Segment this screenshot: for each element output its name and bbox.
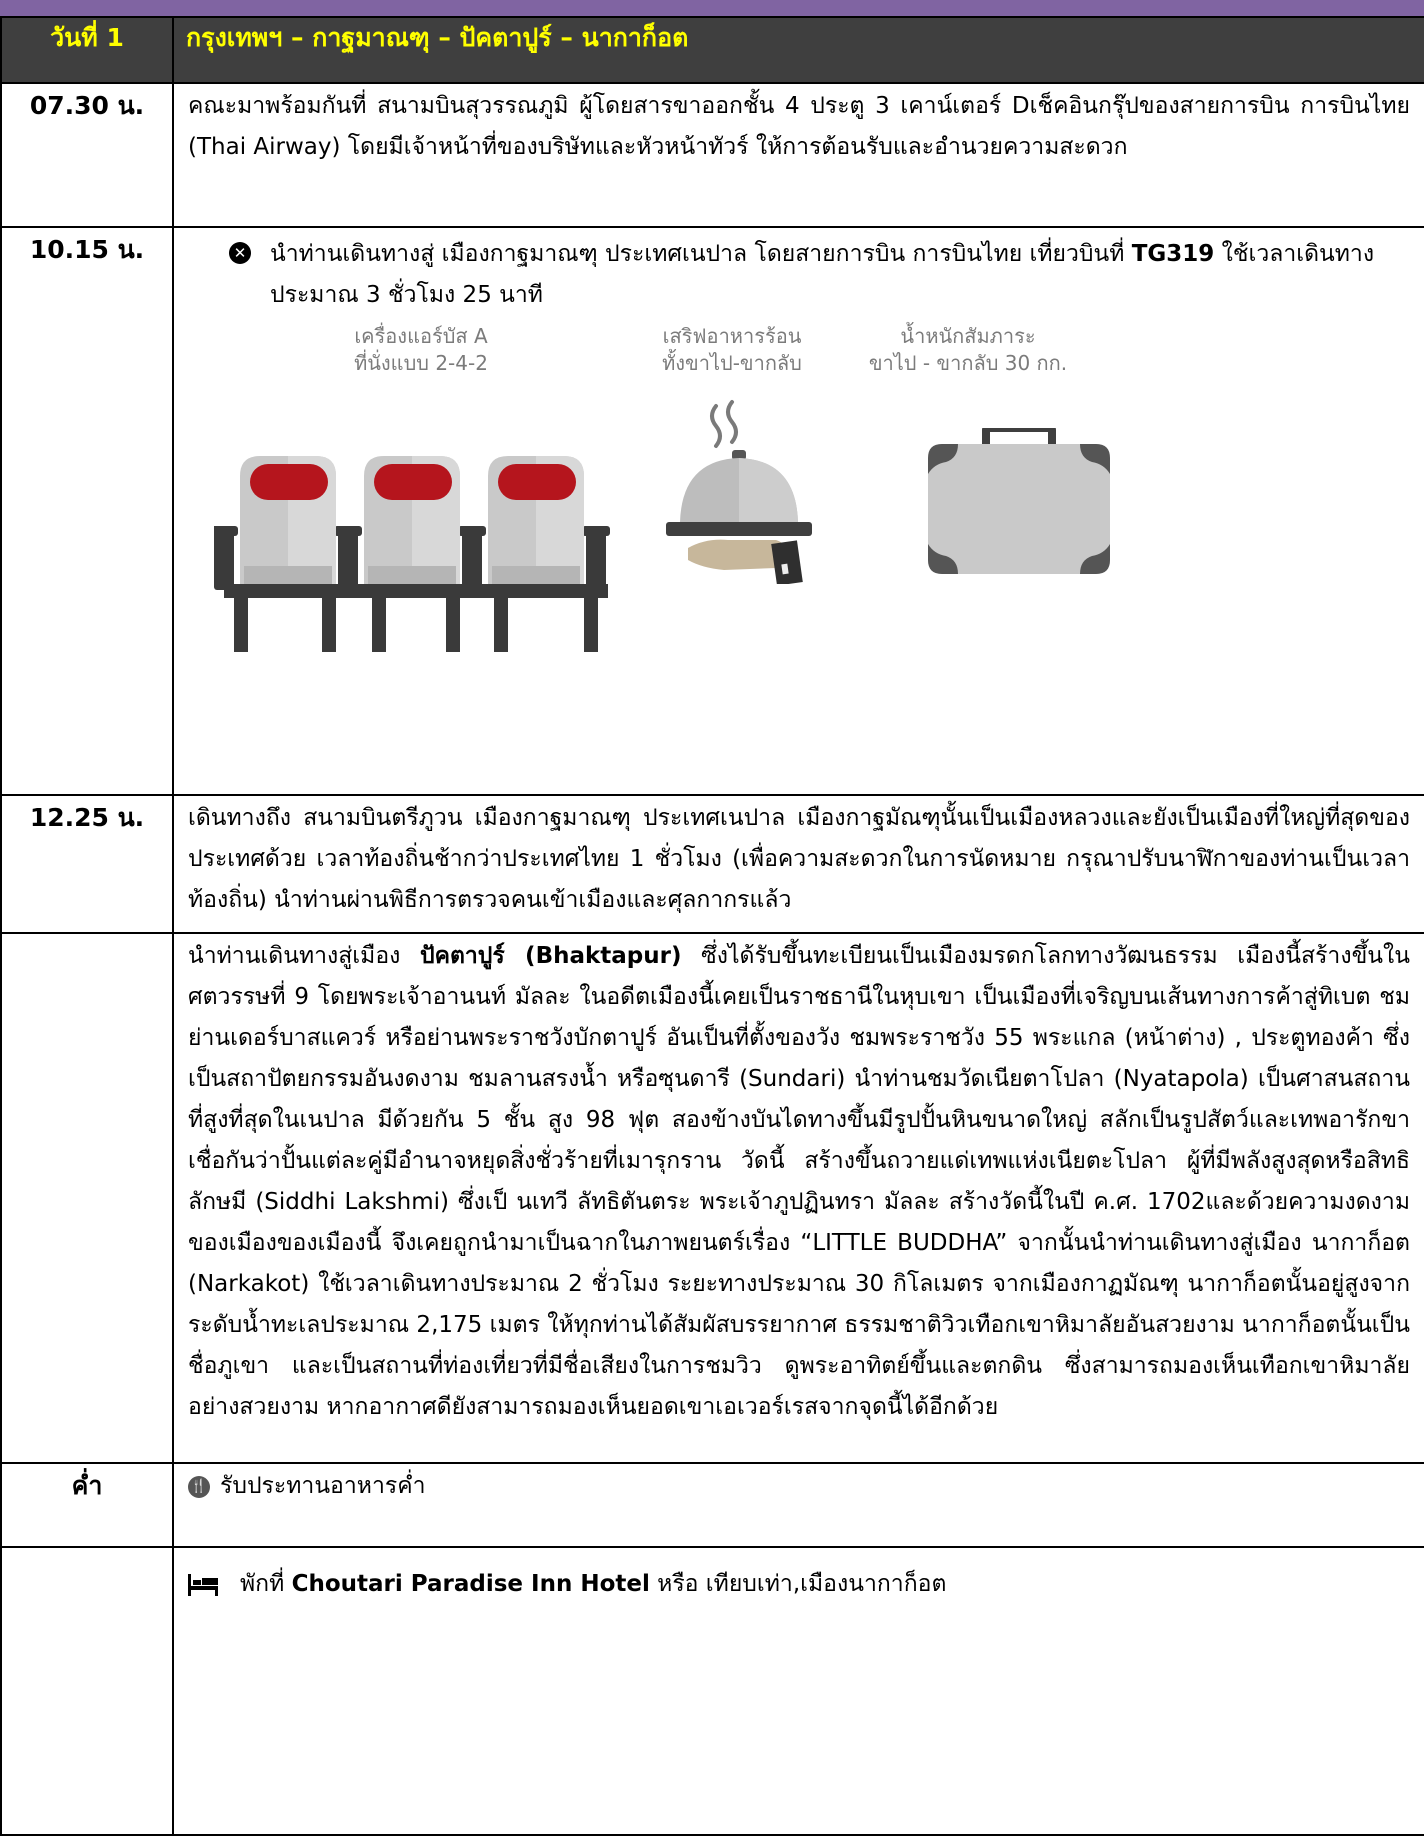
x-circle-bullet-icon: ✕ [229, 242, 251, 264]
itinerary-row-hotel [1, 1547, 1424, 1835]
description-cell: คณะมาพร้อมกันที่ สนามบินสุวรรณภูมิ ผู้โดยสารขาออกชั้น 4 ประตู 3 เคาน์เตอร์ Dเช็คอินกรุ๊ปของสายการบิน การบินไทย (Thai Airway) โดยมีเจ้าหน้าที่ของบริษัทและหัวหน้าทัวร์ ให้การต้อนรับและอำนวยความสะดวก [173, 83, 1424, 227]
desc-text-pre: นำท่านเดินทางสู่เมือง [188, 943, 420, 969]
hotel-name: Choutari Paradise Inn Hotel [291, 1571, 650, 1597]
description-cell [173, 933, 1424, 1463]
desc-text-post: ซึ่งได้รับขึ้นทะเบียนเป็นเมืองมรดกโลกทางวัฒนธรรม เมืองนี้สร้างขึ้นในศตวรรษที่ 9 โดยพระเจ้าอานนท์ มัลละ ในอดีตเมืองนี้เคยเป็นราชธานีในหุบเขา เป็นเมืองที่เจริญบนเส้นทางการค้าสู่ทิเบต ชมย่านเดอร์บาสแควร์ หรือย่านพระราชวังบักตาปูร์ อันเป็นที่ตั้งของวัง ชมพระราชวัง 55 พระแกล (หน้าต่าง) , ประตูทองค้า ซึ่งเป็นสถาปัตยกรรมอันงดงาม ชมลานสรงน้ำ หรือซุนดารี (Sundari) นำท่านชมวัดเนียตาโปลา (Nyatapola) เป็นศาสนสถานที่สูงที่สุดในเนปาล มีด้วยกัน 5 ชั้น สูง 98 ฟุต สองข้างบันไดทางขึ้นมีรูปปั้นหินขนาดใหญ่ สลักเป็นรูปสัตว์และเทพอารักขา เชื่อกันว่าปั้นแต่ละคู่มีอำนาจหยุดสิ่งชั่วร้ายที่เมารุกราน วัดนี้ สร้างขึ้นถวายแด่เทพแห่งเนียตะโปลา ผู้ที่มีพลังสูงสุดหรือสิทธิลักษมี (Siddhi Lakshmi) ซึ่งเป็ นเทวี ลัทธิตันตระ พระเจ้าภูปฏินทรา มัลละ สร้างวัดนี้ในปี ค.ศ. 1702และด้วยความงดงามของเมืองของเมืองนี้ จึงเคยถูกนำมาเป็นฉากในภาพยนตร์เรื่อง “LITTLE BUDDHA” จากนั้นนำท่านเดินทางสู่เมือง นากาก็อต (Narkakot) ใช้เวลาเดินทางประมาณ 2 ชั่วโมง ระยะทางประมาณ 30 กิโลเมตร จากเมืองกาฏมัณฑุ นากาก็อตนั้นอยู่สูงจากระดับน้ำทะเลประมาณ 2,175 เมตร ให้ทุกท่านได้สัมผัสบรรยากาศ ธรรมชาติวิวเทือกเขาหิมาลัยอันสวยงาม นากาก็อตนั้นเป็นชื่อภูเขา และเป็นสถานที่ท่องเที่ยวที่มีชื่อเสียงในการชมวิว ดูพระอาทิตย์ขึ้นและตกดิน ซึ่งสามารถมองเห็นเทือกเขาหิมาลัยอย่างสวยงาม หากอากาศดียังสามารถมองเห็นยอดเขาเอเวอร์เรสจากจุดนี้ได้อีกด้วย [188, 943, 1410, 1420]
itinerary-row-1015 [1, 227, 1424, 795]
baggage-suitcase-icon [928, 428, 1110, 574]
flight-number: TG319 [1131, 241, 1215, 267]
hotel-text-post: หรือ เทียบเท่า,เมืองนากาก็อต [649, 1571, 947, 1597]
dinner-text: รับประทานอาหารค่ำ [220, 1473, 426, 1499]
feature-line: เสริฟอาหารร้อน [662, 324, 802, 348]
itinerary-row-1225 [1, 795, 1424, 933]
itinerary-table [0, 16, 1424, 1836]
feature-line: น้ำหนักสัมภาระ [900, 324, 1036, 348]
itinerary-row-bhaktapur [1, 933, 1424, 1463]
feature-meal-label [602, 323, 862, 377]
route-title: กรุงเทพฯ – กาฐมาณฑุ – ปัคตาปูร์ – นากาก็อต [173, 17, 1424, 83]
hot-meal-cloche-icon [658, 398, 818, 584]
day-label: วันที่ 1 [1, 17, 173, 83]
hotel-text-pre: พักที่ [240, 1571, 292, 1597]
bed-icon [188, 1574, 218, 1596]
description-cell: เดินทางถึง สนามบินตรีภูวน เมืองกาฐมาณฑุ ประเทศเนปาล เมืองกาฐมัณฑุนั้นเป็นเมืองหลวงและยังเป็นเมืองที่ใหญ่ที่สุดของประเทศด้วย เวลาท้องถิ่นช้ากว่าประเทศไทย 1 ชั่วโมง (เพื่อความสะดวกในการนัดหมาย กรุณาปรับนาฬิกาของท่านเป็นเวลาท้องถิ่น) นำท่านผ่านพิธีการตรวจคนเข้าเมืองและศุลกากรแล้ว [173, 795, 1424, 933]
hotel-cell [173, 1547, 1424, 1835]
feature-line: เครื่องแอร์บัส A [354, 324, 488, 348]
feature-baggage-label [838, 323, 1098, 377]
airline-seats-icon [214, 456, 624, 652]
flight-bullet [174, 228, 1424, 316]
time-cell: 07.30 น. [1, 83, 173, 227]
itinerary-row-dinner [1, 1463, 1424, 1547]
flight-cell [173, 227, 1424, 795]
day-header-row [1, 17, 1424, 83]
dining-utensils-icon: 🍴 [188, 1476, 210, 1498]
time-cell: 10.15 น. [1, 227, 173, 795]
time-cell [1, 1547, 173, 1835]
time-cell: 12.25 น. [1, 795, 173, 933]
dinner-cell [173, 1463, 1424, 1547]
bhaktapur-highlight: ปัคตาปูร์ (Bhaktapur) [419, 943, 682, 969]
time-cell [1, 933, 173, 1463]
feature-line: ที่นั่งแบบ 2-4-2 [354, 351, 488, 375]
feature-line: ขาไป - ขากลับ 30 กก. [868, 351, 1068, 375]
flight-text-pre: นำท่านเดินทางสู่ เมืองกาฐมาณฑุ ประเทศเนปาล โดยสายการบิน การบินไทย เที่ยวบินที่ [270, 241, 1132, 267]
flight-text-post: ใช้เวลาเดินทางประมาณ 3 ชั่วโมง 25 นาที [270, 241, 1375, 308]
top-accent-bar [0, 0, 1424, 16]
itinerary-row-0730 [1, 83, 1424, 227]
feature-line: ทั้งขาไป-ขากลับ [662, 351, 802, 375]
feature-aircraft-label [291, 323, 551, 377]
time-cell: ค่ำ [1, 1463, 173, 1547]
